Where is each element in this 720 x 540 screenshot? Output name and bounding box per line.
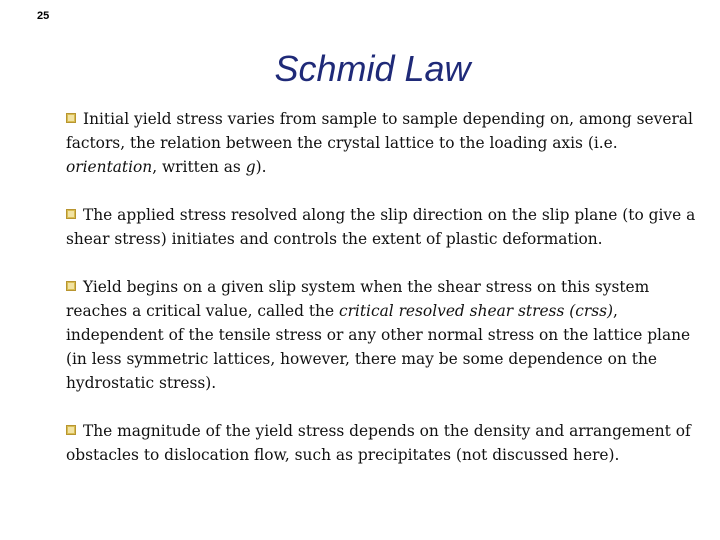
bullet-emphasis: critical resolved shear stress (crss) [338, 302, 614, 320]
bullet-emphasis: orientation [66, 158, 153, 176]
bullet-item [66, 275, 696, 395]
bullet-emphasis: g [245, 158, 256, 176]
bullet-item [66, 203, 696, 251]
bullet-text: The applied stress resolved along the slip direction on the slip plane (to give a shear stress) initiates and controls the extent of plastic deformation. [66, 206, 696, 248]
bullet-text: ). [255, 158, 267, 176]
bullet-text: , independent of the tensile stress or any other normal stress on the lattice plane (in less symmetric lattices, however, there may be some dependence on the hydrostatic stress). [66, 302, 691, 392]
bullet-list [66, 107, 696, 491]
bullet-text: , written as [152, 158, 246, 176]
bullet-box-icon [66, 113, 77, 124]
bullet-text: Initial yield stress varies from sample to sample depending on, among several factors, the relation between the crystal lattice to the loading axis (i.e. [66, 110, 693, 152]
bullet-text: Yield begins on a given slip system when the shear stress on this system reaches a critical value, called the [66, 278, 650, 320]
bullet-text: The magnitude of the yield stress depends on the density and arrangement of obstacles to dislocation flow, such as precipitates (not discussed here). [66, 422, 691, 464]
bullet-box-icon [66, 425, 77, 436]
bullet-item [66, 107, 696, 179]
slide-title: Schmid Law [274, 48, 471, 89]
page-number: 25 [37, 10, 50, 22]
bullet-item [66, 419, 696, 467]
bullet-box-icon [66, 209, 77, 220]
bullet-box-icon [66, 281, 77, 292]
